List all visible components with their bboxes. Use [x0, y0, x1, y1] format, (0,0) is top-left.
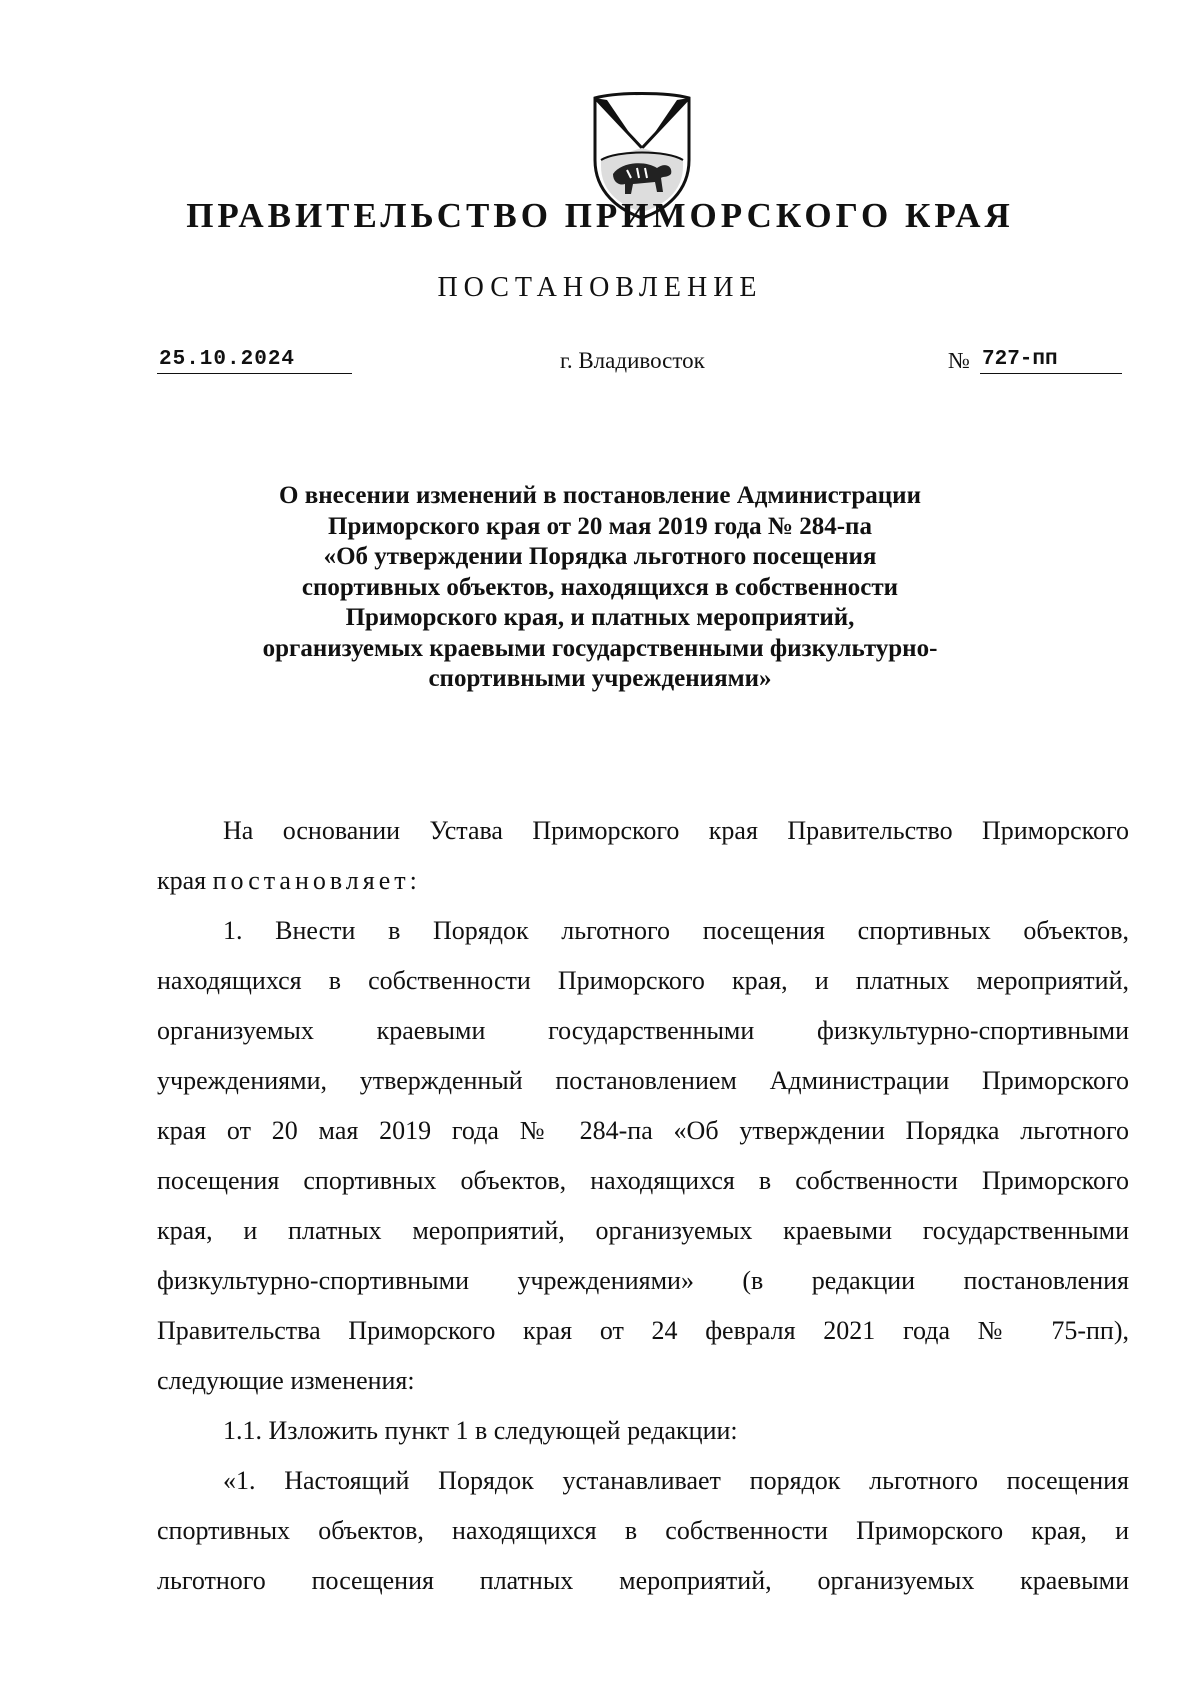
quote-line: льготного посещения платных мероприятий, организуемых краевыми: [157, 1566, 1129, 1595]
item1-line: находящихся в собственности Приморского края, и платных мероприятий,: [157, 966, 1129, 995]
government-title: ПРАВИТЕЛЬСТВО ПРИМОРСКОГО КРАЯ: [186, 196, 1014, 235]
document-type: ПОСТАНОВЛЕНИЕ: [437, 272, 763, 303]
document-city: г. Владивосток: [560, 348, 705, 373]
item1-line: посещения спортивных объектов, находящихся в собственности Приморского: [157, 1166, 1129, 1195]
quote-line: спортивных объектов, находящихся в собственности Приморского края, и: [157, 1516, 1129, 1545]
subject-line: спортивными учреждениями»: [428, 665, 772, 692]
document-number: 727-пп: [980, 348, 1122, 374]
item1-line: следующие изменения:: [157, 1366, 415, 1395]
subject-line: «Об утверждении Порядка льготного посещения: [323, 543, 877, 570]
subject-line: Приморского края от 20 мая 2019 года № 284-па: [328, 512, 872, 540]
subject-line: О внесении изменений в постановление Администрации: [279, 482, 921, 509]
item1-line: Правительства Приморского края от 24 февраля 2021 года № 75-пп),: [157, 1316, 1129, 1345]
item1-line: 1. Внести в Порядок льготного посещения спортивных объектов,: [223, 916, 1129, 945]
subject-line: спортивных объектов, находящихся в собственности: [301, 573, 899, 601]
number-sign: №: [948, 348, 970, 373]
item1-1-line: 1.1. Изложить пункт 1 в следующей редакции:: [223, 1416, 738, 1445]
quote-line: «1. Настоящий Порядок устанавливает порядок льготного посещения: [223, 1466, 1129, 1495]
preamble-text: края: [157, 866, 207, 895]
item1-line: края, и платных мероприятий, организуемых краевыми государственными: [157, 1216, 1129, 1245]
document-date: 25.10.2024: [157, 348, 352, 374]
document-subject: [150, 481, 1050, 695]
item1-line: учреждениями, утвержденный постановлением Администрации Приморского: [157, 1066, 1129, 1095]
preamble-line: На основании Устава Приморского края Правительство Приморского: [223, 816, 1129, 845]
subject-line: организуемых краевыми государственными физкультурно-: [262, 634, 938, 662]
document-body: [157, 806, 1129, 1606]
document-meta-row: [0, 348, 1200, 388]
item1-line: физкультурно-спортивными учреждениями» (в редакции постановления: [157, 1266, 1129, 1295]
preamble-line: [157, 856, 1129, 906]
subject-line: Приморского края, и платных мероприятий,: [345, 604, 855, 631]
resolves-word: постановляет:: [212, 866, 421, 895]
item1-line: края от 20 мая 2019 года № 284-па «Об утверждении Порядка льготного: [157, 1116, 1129, 1145]
item1-line: организуемых краевыми государственными физкультурно-спортивными: [157, 1016, 1129, 1045]
